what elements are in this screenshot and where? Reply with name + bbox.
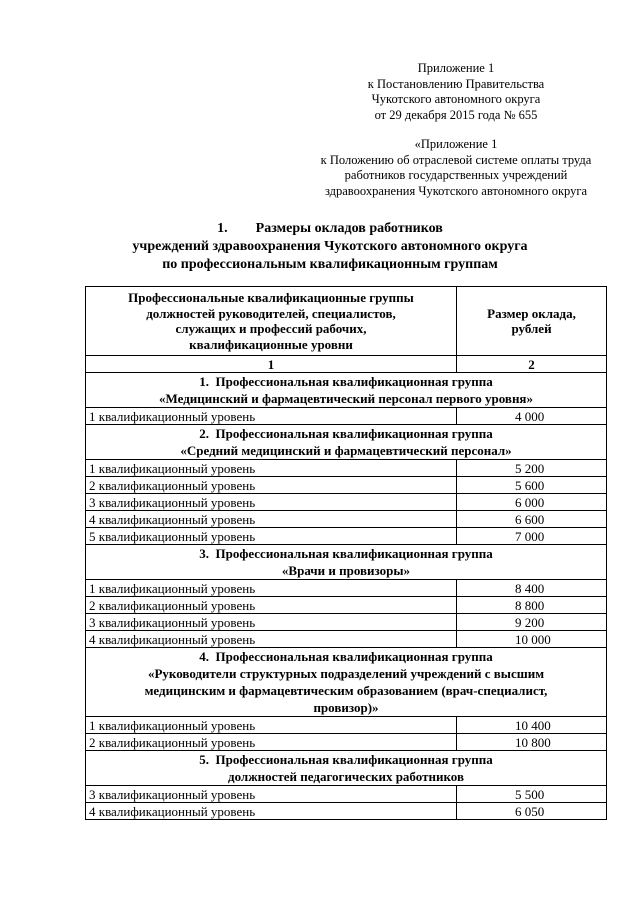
group-title-line: медицинским и фармацевтическим образованием (врач-специалист,	[144, 683, 548, 698]
column-number-row	[86, 356, 607, 373]
group-title-line: «Руководители структурных подразделений учреждений с высшим	[147, 666, 545, 681]
header-line: Профессиональные квалификационные группы	[128, 290, 414, 305]
group-title-line: провизор)»	[313, 700, 379, 715]
title-line: учреждений здравоохранения Чукотского автономного округа	[132, 239, 528, 254]
column-number: 1	[86, 356, 457, 373]
table-row	[86, 580, 607, 597]
qualification-level: 4 квалификационный уровень	[86, 803, 457, 820]
appendix-regulation-line: здравоохранения Чукотского автономного округа	[324, 183, 588, 198]
group-title	[86, 545, 607, 580]
salary-value: 8 400	[457, 580, 607, 597]
salary-value: 5 200	[457, 460, 607, 477]
group-title-line: 5. Профессиональная квалификационная группа	[199, 752, 493, 767]
group-title	[86, 425, 607, 460]
qualification-level: 2 квалификационный уровень	[86, 597, 457, 614]
table-row	[86, 614, 607, 631]
qualification-level: 1 квалификационный уровень	[86, 460, 457, 477]
appendix-regulation-header	[300, 137, 612, 199]
group-title-line: 4. Профессиональная квалификационная группа	[199, 649, 493, 664]
qualification-level: 3 квалификационный уровень	[86, 494, 457, 511]
appendix-regulation-line: работников государственных учреждений	[344, 168, 568, 182]
group-title-row	[86, 425, 607, 460]
table-row	[86, 511, 607, 528]
appendix-1-header	[330, 61, 582, 123]
qualification-level: 1 квалификационный уровень	[86, 580, 457, 597]
appendix-1-line: Приложение 1	[417, 61, 495, 75]
salary-value: 5 600	[457, 477, 607, 494]
table-row	[86, 631, 607, 648]
appendix-regulation-line: к Положению об отраслевой системе оплаты труда	[320, 152, 592, 167]
group-title-line: «Медицинский и фармацевтический персонал первого уровня»	[159, 391, 533, 406]
qualification-level: 3 квалификационный уровень	[86, 786, 457, 803]
qualification-level: 1 квалификационный уровень	[86, 717, 457, 734]
qualification-level: 1 квалификационный уровень	[86, 408, 457, 425]
group-title-row	[86, 648, 607, 717]
group-title-line: «Средний медицинский и фармацевтический персонал»	[180, 443, 512, 458]
table-row	[86, 408, 607, 425]
salary-value: 6 600	[457, 511, 607, 528]
header-line: служащих и профессий рабочих,	[175, 321, 367, 336]
table-row	[86, 786, 607, 803]
group-title-line: 3. Профессиональная квалификационная группа	[199, 546, 493, 561]
salary-value: 7 000	[457, 528, 607, 545]
table-row	[86, 528, 607, 545]
salary-value: 10 400	[457, 717, 607, 734]
group-title-line: 1. Профессиональная квалификационная группа	[199, 374, 493, 389]
table-header-row	[86, 287, 607, 356]
salary-value: 6 000	[457, 494, 607, 511]
table-row	[86, 494, 607, 511]
group-title	[86, 373, 607, 408]
qualification-level: 4 квалификационный уровень	[86, 631, 457, 648]
salary-value: 6 050	[457, 803, 607, 820]
appendix-1-line: к Постановлению Правительства	[367, 76, 545, 91]
table-row	[86, 803, 607, 820]
group-title-line: должностей педагогических работников	[228, 769, 464, 784]
title-line: 1. Размеры окладов работников	[217, 221, 443, 236]
group-title-row	[86, 751, 607, 786]
salary-value: 9 200	[457, 614, 607, 631]
header-line: должностей руководителей, специалистов,	[146, 305, 396, 321]
appendix-1-line: Чукотского автономного округа	[371, 92, 541, 106]
salary-value: 10 000	[457, 631, 607, 648]
title-line: по профессиональным квалификационным группам	[162, 257, 498, 272]
group-title-line: «Врачи и провизоры»	[281, 563, 411, 578]
header-line: Размер оклада,	[487, 305, 576, 321]
salary-value: 5 500	[457, 786, 607, 803]
salary-column-header	[457, 287, 607, 356]
group-title-row	[86, 545, 607, 580]
appendix-1-line: от 29 декабря 2015 года № 655	[374, 107, 538, 122]
qualification-group-column-header	[86, 287, 457, 356]
table-row	[86, 717, 607, 734]
qualification-level: 3 квалификационный уровень	[86, 614, 457, 631]
column-number: 2	[457, 356, 607, 373]
salary-value: 8 800	[457, 597, 607, 614]
table-row	[86, 460, 607, 477]
table-body	[86, 373, 607, 820]
group-title-line: 2. Профессиональная квалификационная группа	[199, 426, 493, 441]
document-title	[80, 220, 580, 274]
salary-value: 10 800	[457, 734, 607, 751]
table-row	[86, 734, 607, 751]
qualification-level: 4 квалификационный уровень	[86, 511, 457, 528]
group-title-row	[86, 373, 607, 408]
header-line: квалификационные уровни	[189, 336, 353, 352]
qualification-level: 2 квалификационный уровень	[86, 477, 457, 494]
salary-table	[85, 286, 607, 820]
table-row	[86, 477, 607, 494]
salary-value: 4 000	[457, 408, 607, 425]
qualification-level: 2 квалификационный уровень	[86, 734, 457, 751]
appendix-regulation-line: «Приложение 1	[414, 137, 498, 151]
header-line: рублей	[511, 321, 552, 336]
group-title	[86, 751, 607, 786]
group-title	[86, 648, 607, 717]
qualification-level: 5 квалификационный уровень	[86, 528, 457, 545]
table-row	[86, 597, 607, 614]
